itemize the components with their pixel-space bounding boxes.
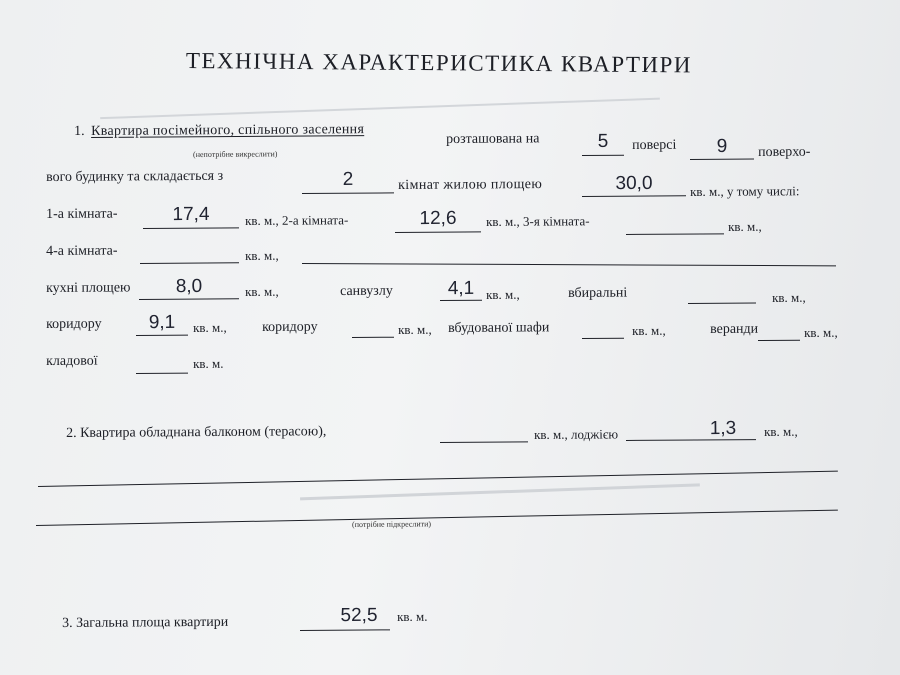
room3-blank — [626, 233, 724, 235]
balcony-blank — [440, 441, 528, 443]
corridor1-blank — [136, 335, 188, 336]
rooms-value: 2 — [342, 168, 354, 191]
kitchen-unit: кв. м., — [245, 283, 279, 299]
page-title: ТЕХНІЧНА ХАРАКТЕРИСТИКА КВАРТИРИ — [185, 48, 693, 78]
room4-blank — [140, 262, 239, 264]
located-on-label: розташована на — [446, 131, 540, 147]
rooms-blank — [302, 192, 394, 194]
corridor1-unit: кв. м., — [193, 319, 227, 335]
wardrobe-label: вбудованої шафи — [448, 320, 550, 336]
room2-value: 12,6 — [419, 207, 457, 230]
room3-unit: кв. м., — [728, 218, 762, 234]
room4-unit: кв. м., — [245, 247, 279, 263]
living-area-suffix: кв. м., у тому числі: — [690, 183, 800, 199]
storage-label: кладової — [46, 353, 98, 369]
loggia-value: 1,3 — [709, 417, 737, 440]
balcony-unit: кв. м., лоджією — [534, 426, 619, 442]
room3-label: кв. м., 3-я кімната- — [486, 213, 590, 229]
cross-out-note: (непотрібне викреслити) — [193, 149, 278, 159]
toilet-blank — [688, 303, 756, 304]
corridor2-blank — [352, 337, 394, 338]
balcony-label: 2. Квартира обладнана балконом (терасою), — [66, 424, 327, 441]
toilet-unit: кв. м., — [772, 289, 806, 305]
storage-unit: кв. м. — [193, 355, 224, 371]
total-area-unit: кв. м. — [397, 608, 428, 624]
room1-label: 1-а кімната- — [46, 206, 118, 222]
kitchen-label: кухні площею — [46, 280, 131, 296]
balcony-line-2 — [36, 510, 838, 526]
item1-number: 1. — [74, 123, 85, 139]
veranda-label: веранди — [710, 321, 759, 337]
kitchen-value: 8,0 — [175, 275, 203, 298]
bathroom-value: 4,1 — [447, 277, 475, 300]
total-floors-value: 9 — [716, 135, 728, 158]
bathroom-label: санвузлу — [340, 283, 393, 299]
corridor1-label: коридору — [46, 316, 102, 332]
row4-long-blank — [302, 263, 836, 266]
toilet-label: вбиральні — [568, 285, 628, 301]
veranda-blank — [758, 340, 800, 341]
living-area-value: 30,0 — [615, 172, 653, 195]
floor-value: 5 — [597, 130, 609, 153]
loggia-unit: кв. м., — [764, 423, 798, 439]
wardrobe-blank — [582, 338, 624, 339]
underline-note: (потрібне підкреслити) — [352, 519, 432, 529]
building-text: вого будинку та складається з — [46, 168, 224, 185]
corridor1-value: 9,1 — [148, 311, 176, 334]
room2-blank — [395, 231, 481, 233]
living-area-blank — [582, 195, 686, 197]
veranda-unit: кв. м., — [804, 324, 838, 340]
apartment-type-text: Квартира посімейного, спільного заселення — [91, 122, 365, 139]
kitchen-blank — [139, 298, 239, 300]
rooms-label: кімнат жилою площею — [398, 176, 543, 193]
corridor2-label: коридору — [262, 319, 318, 335]
storey-label: поверхо- — [758, 144, 811, 160]
total-area-value: 52,5 — [340, 604, 378, 627]
total-area-label: 3. Загальна площа квартири — [62, 614, 229, 631]
bathroom-unit: кв. м., — [486, 286, 520, 302]
storage-blank — [136, 373, 188, 374]
room1-value: 17,4 — [172, 203, 210, 226]
floor-blank — [582, 155, 624, 156]
wardrobe-unit: кв. м., — [632, 322, 666, 338]
corridor2-unit: кв. м., — [398, 321, 432, 337]
room1-blank — [143, 227, 239, 229]
room2-label: кв. м., 2-а кімната- — [245, 212, 349, 228]
floor-label: поверсі — [632, 137, 677, 153]
total-floors-blank — [690, 159, 754, 160]
total-area-blank — [300, 629, 390, 631]
room4-label: 4-а кімната- — [46, 243, 118, 259]
